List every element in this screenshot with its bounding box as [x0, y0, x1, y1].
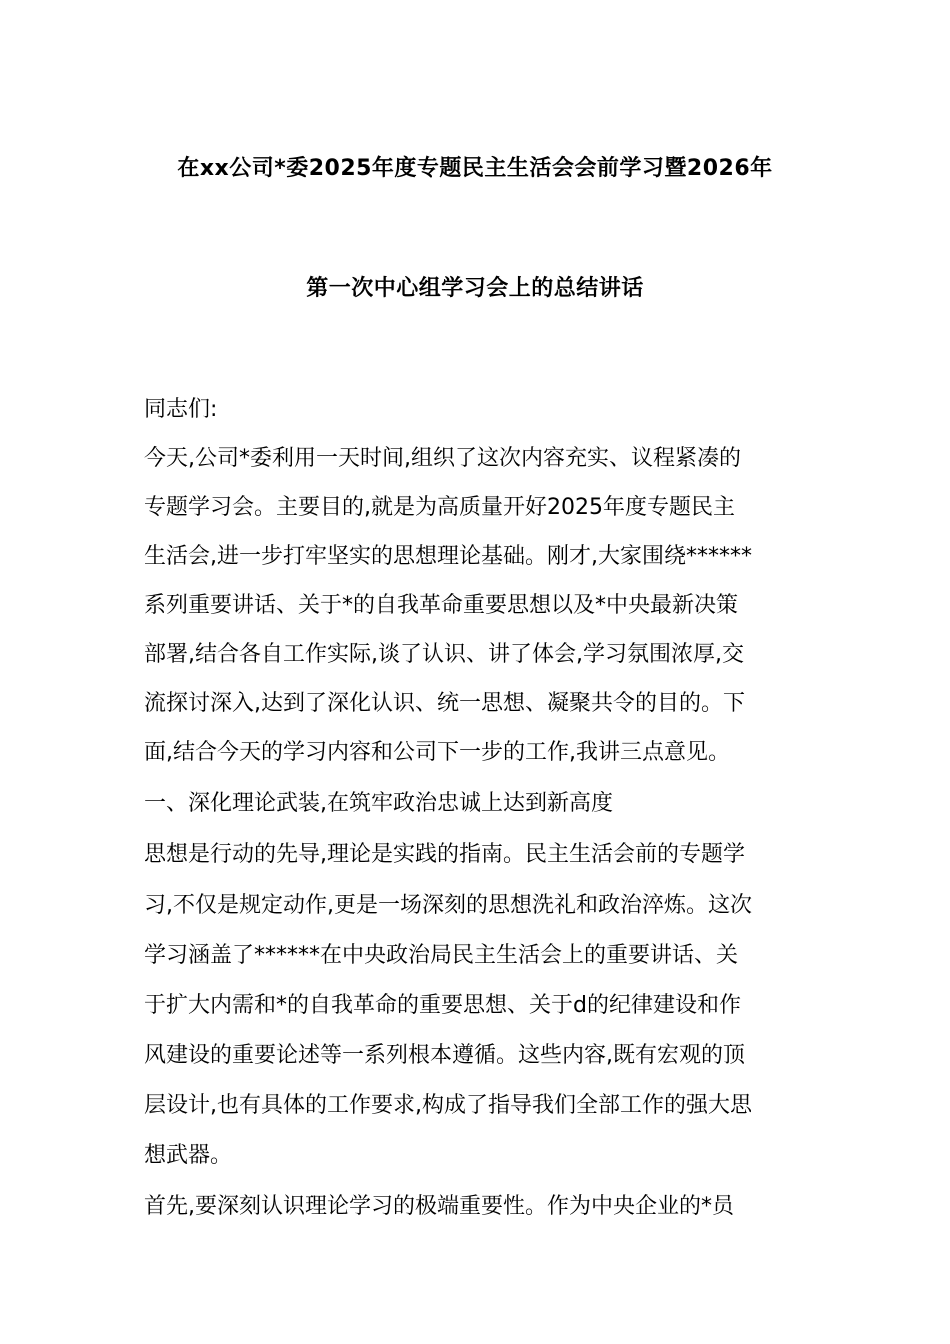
body-line: 首先,要深刻认识理论学习的极端重要性。作为中央企业的*员: [144, 1194, 734, 1219]
salutation: 同志们:: [144, 397, 218, 422]
body-line: 生活会,进一步打牢坚实的思想理论基础。刚才,大家围绕******: [144, 544, 752, 569]
body-line: 面,结合今天的学习内容和公司下一步的工作,我讲三点意见。: [144, 740, 730, 765]
section-heading: 一、深化理论武装,在筑牢政治忠诚上达到新高度: [144, 791, 613, 816]
body-line: 风建设的重要论述等一系列根本遵循。这些内容,既有宏观的顶: [144, 1043, 745, 1068]
body-line: 想武器。: [144, 1143, 233, 1168]
body-line: 今天,公司*委利用一天时间,组织了这次内容充实、议程紧凑的: [144, 446, 741, 471]
body-line: 于扩大内需和*的自我革命的重要思想、关于d的纪律建设和作: [144, 993, 741, 1018]
document-title-line-2: 第一次中心组学习会上的总结讲话: [306, 276, 644, 301]
body-line: 习,不仅是规定动作,更是一场深刻的思想洗礼和政治淬炼。这次: [144, 893, 752, 918]
body-line: 层设计,也有具体的工作要求,构成了指导我们全部工作的强大思: [144, 1093, 752, 1118]
body-line: 学习涵盖了******在中央政治局民主生活会上的重要讲话、关: [144, 943, 739, 968]
body-line: 系列重要讲话、关于*的自我革命重要思想以及*中央最新决策: [144, 593, 739, 618]
document-title-line-1: 在xx公司*委2025年度专题民主生活会会前学习暨2026年: [177, 156, 773, 181]
body-line: 流探讨深入,达到了深化认识、统一思想、凝聚共令的目的。下: [144, 691, 745, 716]
body-line: 专题学习会。主要目的,就是为高质量开好2025年度专题民主: [144, 495, 735, 520]
body-line: 思想是行动的先导,理论是实践的指南。民主生活会前的专题学: [144, 842, 745, 867]
body-line: 部署,结合各自工作实际,谈了认识、讲了体会,学习氛围浓厚,交: [144, 642, 744, 667]
